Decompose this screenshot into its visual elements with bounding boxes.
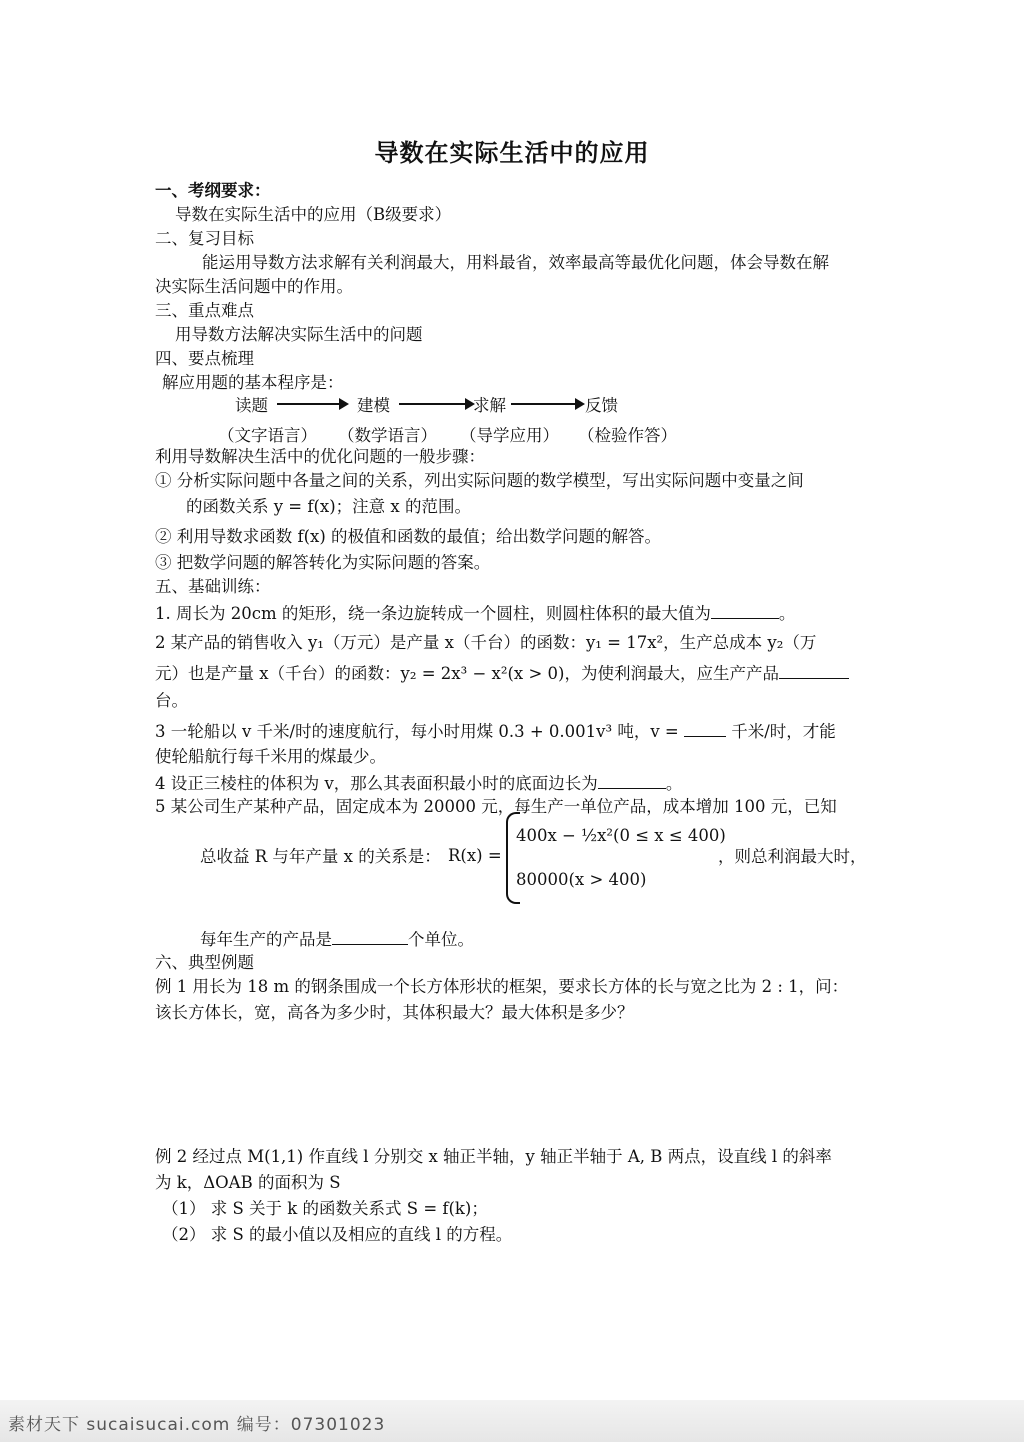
section-6-heading: 六、典型例题 (155, 953, 254, 972)
arrow-right-icon (399, 403, 473, 405)
problem-3-line2: 使轮船航行每千米用的煤最少。 (155, 747, 386, 766)
flow-step-read: 读题 (235, 396, 268, 415)
section-2-line2: 决实际生活问题中的作用。 (155, 277, 353, 296)
arrow-right-icon (511, 403, 583, 405)
piecewise-lhs: R(x) = (448, 846, 502, 865)
steps-intro: 利用导数解决生活中的优化问题的一般步骤： (155, 447, 485, 466)
answer-blank (779, 662, 849, 679)
problem-2-line2: 元）也是产量 x（千台）的函数：y₂ = 2x³ − x²(x > 0)，为使利润最大，应生产产品 (155, 662, 849, 685)
piecewise-case-1: 400x − ½x²(0 ≤ x ≤ 400) (516, 826, 726, 845)
problem-2-line3: 台。 (155, 691, 188, 710)
watermark-text: 素材天下 sucaisucai.com 编号：07301023 (8, 1415, 386, 1435)
section-4-intro: 解应用题的基本程序是： (162, 373, 344, 392)
section-2-heading: 二、复习目标 (155, 229, 254, 248)
answer-blank (711, 602, 779, 619)
section-1-heading: 一、考纲要求： (155, 181, 271, 200)
step-1-line1: ① 分析实际问题中各量之间的关系，列出实际问题的数学模型，写出实际问题中变量之间 (155, 471, 804, 490)
example-2-line1: 例 2 经过点 M(1,1) 作直线 l 分别交 x 轴正半轴，y 轴正半轴于 A, B 两点，设直线 l 的斜率 (155, 1147, 832, 1166)
problem-2-line1: 2 某产品的销售收入 y₁（万元）是产量 x（千台）的函数：y₁ = 17x²，生产总成本 y₂（万 (155, 633, 817, 652)
piecewise-function (448, 812, 728, 902)
flow-step-feedback: 反馈 (585, 396, 618, 415)
watermark-bar (0, 1400, 1024, 1442)
example-2-q2: （2） 求 S 的最小值以及相应的直线 l 的方程。 (162, 1225, 513, 1244)
answer-blank (332, 928, 408, 945)
piecewise-case-2: 80000(x > 400) (516, 870, 647, 889)
section-5-heading: 五、基础训练： (155, 577, 271, 596)
flow-step-model: 建模 (357, 396, 390, 415)
example-2-line2: 为 k，ΔOAB 的面积为 S (155, 1173, 341, 1192)
step-3: ③ 把数学问题的解答转化为实际问题的答案。 (155, 553, 491, 572)
step-2: ② 利用导数求函数 f(x) 的极值和函数的最值；给出数学问题的解答。 (155, 527, 662, 546)
answer-blank (684, 720, 726, 737)
problem-3-line1: 3 一轮船以 v 千米/时的速度航行，每小时用煤 0.3 + 0.001v³ 吨，v = 千米/时，才能 (155, 722, 836, 741)
section-4-heading: 四、要点梳理 (155, 349, 254, 368)
page-title: 导数在实际生活中的应用 (374, 139, 650, 167)
problem-5-line3: 每年生产的产品是 个单位。 (200, 930, 474, 949)
flow-step-solve: 求解 (473, 396, 506, 415)
example-1-line2: 该长方体长，宽，高各为多少时，其体积最大？最大体积是多少？ (155, 1003, 634, 1022)
flow-sublabel: （导学应用） (460, 426, 559, 445)
section-3-text: 用导数方法解决实际生活中的问题 (175, 325, 423, 344)
answer-blank (598, 772, 666, 789)
section-3-heading: 三、重点难点 (155, 301, 254, 320)
procedure-flow (235, 392, 675, 414)
flow-sublabel: （数学语言） (338, 426, 437, 445)
arrow-right-icon (277, 403, 347, 405)
problem-5-line1: 5 某公司生产某种产品，固定成本为 20000 元，每生产一单位产品，成本增加 100 元，已知 (155, 797, 837, 816)
flow-sublabel: （检验作答） (578, 426, 677, 445)
section-2-line1: 能运用导数方法求解有关利润最大，用料最省，效率最高等最优化问题，体会导数在解 (202, 253, 829, 272)
problem-1: 1. 周长为 20cm 的矩形，绕一条边旋转成一个圆柱，则圆柱体积的最大值为 。 (155, 604, 796, 623)
problem-5-line2: 总收益 R 与年产量 x 的关系是： (200, 847, 441, 866)
step-1-line2: 的函数关系 y = f(x)；注意 x 的范围。 (186, 497, 471, 516)
section-1-text: 导数在实际生活中的应用（B级要求） (175, 205, 452, 224)
problem-4: 4 设正三棱柱的体积为 v，那么其表面积最小时的底面边长为 。 (155, 774, 683, 793)
example-2-q1: （1） 求 S 关于 k 的函数关系式 S = f(k)； (162, 1199, 488, 1218)
flow-sublabel: （文字语言） (218, 426, 317, 445)
problem-5-line2-end: ，则总利润最大时， (718, 847, 867, 866)
example-1-line1: 例 1 用长为 18 m 的钢条围成一个长方体形状的框架，要求长方体的长与宽之比为 2 : 1，问： (155, 977, 849, 996)
